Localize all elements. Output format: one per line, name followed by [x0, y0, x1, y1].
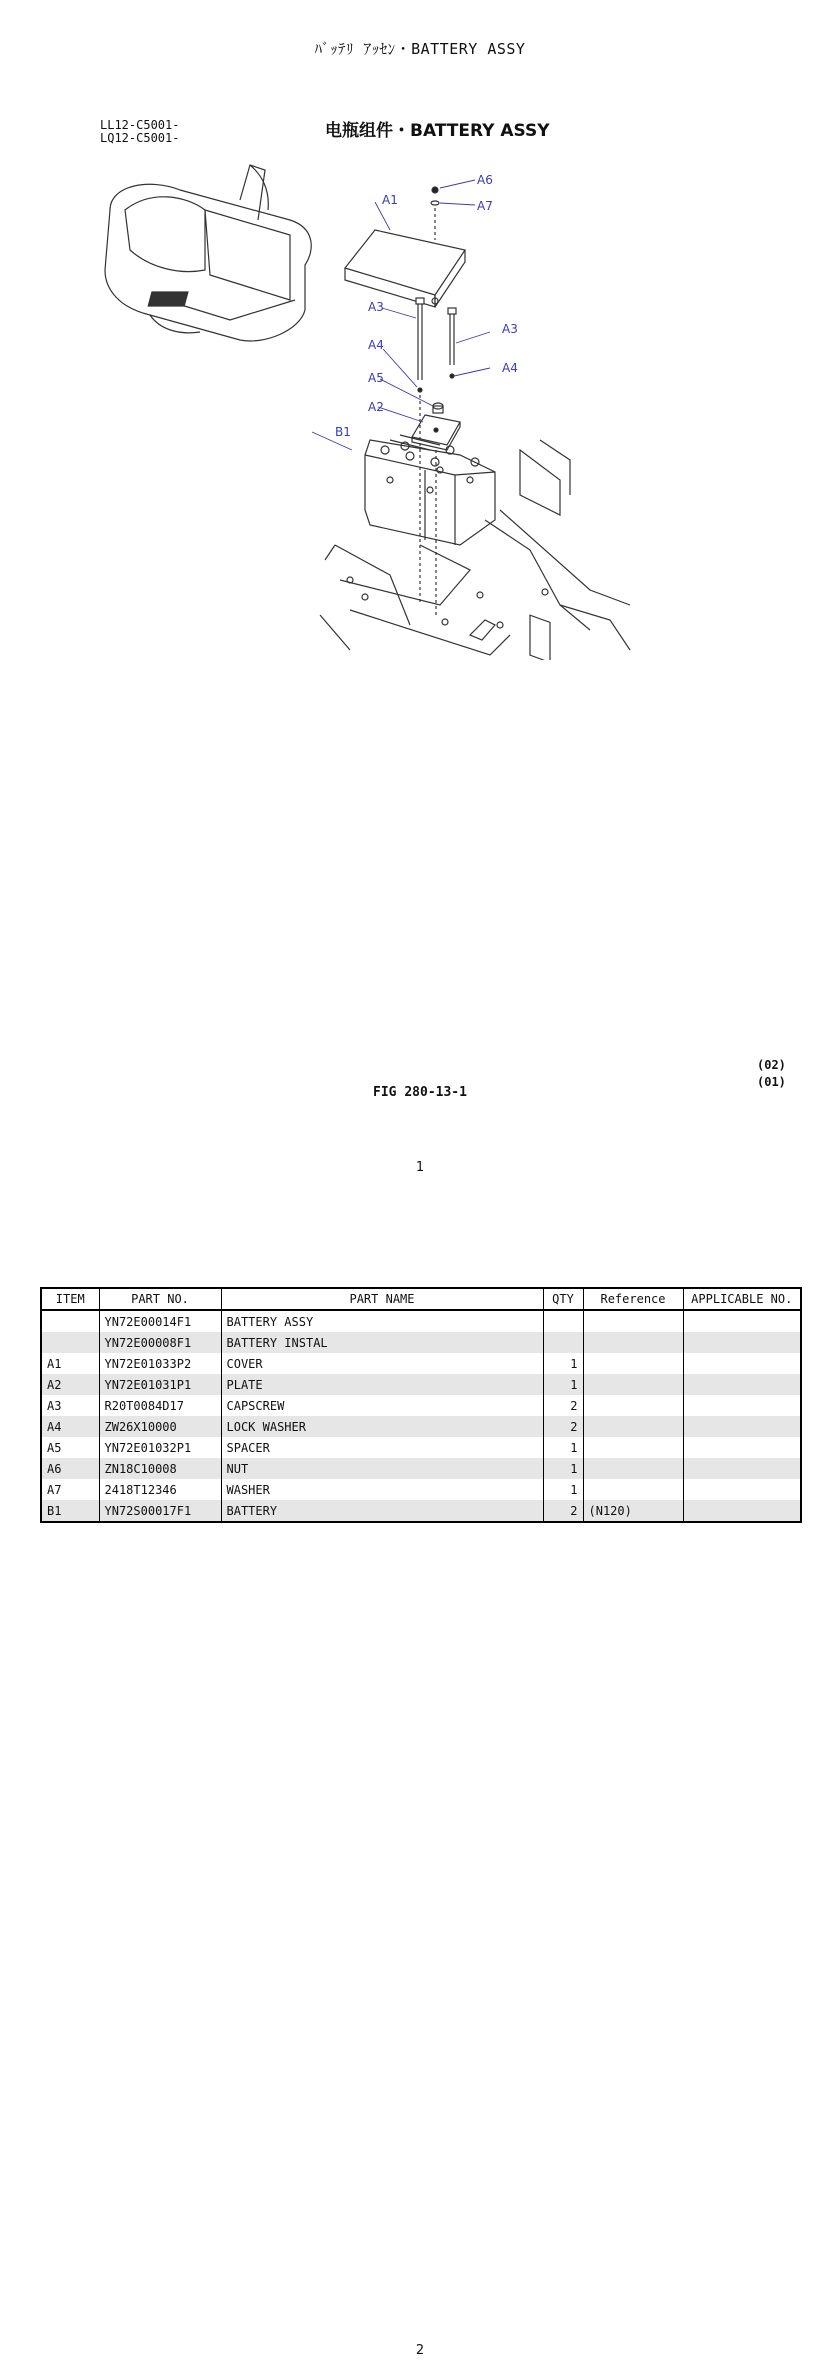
parts-table: [40, 1287, 802, 1523]
section-title: 电瓶组件・BATTERY ASSY: [325, 121, 550, 141]
cell-item: A7: [41, 1479, 99, 1500]
figure-label: FIG 280-13-1: [373, 1085, 467, 1100]
cell-qty: 2: [543, 1500, 583, 1522]
table-row: [41, 1458, 801, 1479]
cell-reference: [583, 1374, 683, 1395]
cell-applicable: [683, 1458, 801, 1479]
cell-reference: [583, 1395, 683, 1416]
cell-item: A4: [41, 1416, 99, 1437]
cell-applicable: [683, 1416, 801, 1437]
table-row: [41, 1416, 801, 1437]
battery-part: [365, 435, 495, 545]
cell-part-name: LOCK WASHER: [221, 1416, 543, 1437]
col-item: ITEM: [41, 1288, 99, 1310]
table-header-row: [41, 1288, 801, 1310]
model-range-1: LL12-C5001-: [100, 118, 180, 132]
callout-a4-left: A4: [368, 338, 384, 352]
cell-reference: (N120): [583, 1500, 683, 1522]
cell-applicable: [683, 1437, 801, 1458]
cell-applicable: [683, 1353, 801, 1374]
cell-part-no: YN72E01032P1: [99, 1437, 221, 1458]
cell-applicable: [683, 1332, 801, 1353]
cell-applicable: [683, 1374, 801, 1395]
callout-a6: A6: [477, 173, 493, 187]
cell-reference: [583, 1310, 683, 1332]
cell-part-name: CAPSCREW: [221, 1395, 543, 1416]
cell-qty: 1: [543, 1353, 583, 1374]
table-row: [41, 1500, 801, 1522]
callout-a2: A2: [368, 400, 384, 414]
cell-item: A2: [41, 1374, 99, 1395]
figure-page-number: 1: [415, 1160, 425, 1175]
page-title: ﾊﾞｯﾃﾘ ｱｯｾﾝ・BATTERY ASSY: [314, 40, 526, 58]
cell-reference: [583, 1437, 683, 1458]
table-row: [41, 1353, 801, 1374]
cell-part-name: BATTERY INSTAL: [221, 1332, 543, 1353]
callout-a3-left: A3: [368, 300, 384, 314]
table-row: [41, 1374, 801, 1395]
cell-part-no: YN72E00008F1: [99, 1332, 221, 1353]
cell-qty: 1: [543, 1458, 583, 1479]
cell-qty: 1: [543, 1437, 583, 1458]
cell-part-no: YN72E01033P2: [99, 1353, 221, 1374]
model-range-2: LQ12-C5001-: [100, 131, 180, 145]
cell-part-no: YN72E00014F1: [99, 1310, 221, 1332]
cell-applicable: [683, 1500, 801, 1522]
cell-item: [41, 1310, 99, 1332]
col-part-no: PART NO.: [99, 1288, 221, 1310]
table-row: [41, 1332, 801, 1353]
cover-part: [345, 230, 465, 307]
callout-a1: A1: [382, 193, 398, 207]
forklift-thumbnail: [105, 165, 311, 341]
cell-qty: 2: [543, 1395, 583, 1416]
col-applicable-no: APPLICABLE NO.: [683, 1288, 801, 1310]
cell-part-name: BATTERY: [221, 1500, 543, 1522]
table-row: [41, 1479, 801, 1500]
cell-qty: 1: [543, 1479, 583, 1500]
col-reference: Reference: [583, 1288, 683, 1310]
revision-01: (01): [757, 1075, 786, 1089]
cell-part-name: NUT: [221, 1458, 543, 1479]
capscrew-parts: [416, 298, 456, 380]
cell-item: A6: [41, 1458, 99, 1479]
cell-item: A3: [41, 1395, 99, 1416]
cell-part-name: COVER: [221, 1353, 543, 1374]
cell-qty: 2: [543, 1416, 583, 1437]
cell-part-no: ZW26X10000: [99, 1416, 221, 1437]
cell-qty: [543, 1310, 583, 1332]
cell-applicable: [683, 1479, 801, 1500]
cell-reference: [583, 1458, 683, 1479]
cell-reference: [583, 1479, 683, 1500]
cell-part-name: BATTERY ASSY: [221, 1310, 543, 1332]
cell-part-name: PLATE: [221, 1374, 543, 1395]
revision-02: (02): [757, 1058, 786, 1072]
callout-a4-right: A4: [502, 361, 518, 375]
leader-lines: [312, 180, 490, 450]
plate-part: [412, 415, 460, 450]
cell-item: [41, 1332, 99, 1353]
table-row: [41, 1437, 801, 1458]
cell-part-name: SPACER: [221, 1437, 543, 1458]
callout-b1: B1: [335, 425, 351, 439]
table-row: [41, 1310, 801, 1332]
cell-reference: [583, 1332, 683, 1353]
callout-a7: A7: [477, 199, 493, 213]
cell-applicable: [683, 1395, 801, 1416]
cell-qty: [543, 1332, 583, 1353]
cell-applicable: [683, 1310, 801, 1332]
cell-reference: [583, 1416, 683, 1437]
washer-part: [431, 201, 439, 205]
cell-part-no: YN72E01031P1: [99, 1374, 221, 1395]
cell-part-no: ZN18C10008: [99, 1458, 221, 1479]
callout-a3-right: A3: [502, 322, 518, 336]
cell-item: A1: [41, 1353, 99, 1374]
cell-part-no: YN72S00017F1: [99, 1500, 221, 1522]
cell-part-no: 2418T12346: [99, 1479, 221, 1500]
page-number: 2: [415, 2343, 425, 2358]
table-row: [41, 1395, 801, 1416]
nut-part: [432, 187, 438, 193]
col-qty: QTY: [543, 1288, 583, 1310]
cell-part-no: R20T0084D17: [99, 1395, 221, 1416]
cell-item: B1: [41, 1500, 99, 1522]
cell-qty: 1: [543, 1374, 583, 1395]
col-part-name: PART NAME: [221, 1288, 543, 1310]
cell-item: A5: [41, 1437, 99, 1458]
cell-part-name: WASHER: [221, 1479, 543, 1500]
callout-a5: A5: [368, 371, 384, 385]
cell-reference: [583, 1353, 683, 1374]
